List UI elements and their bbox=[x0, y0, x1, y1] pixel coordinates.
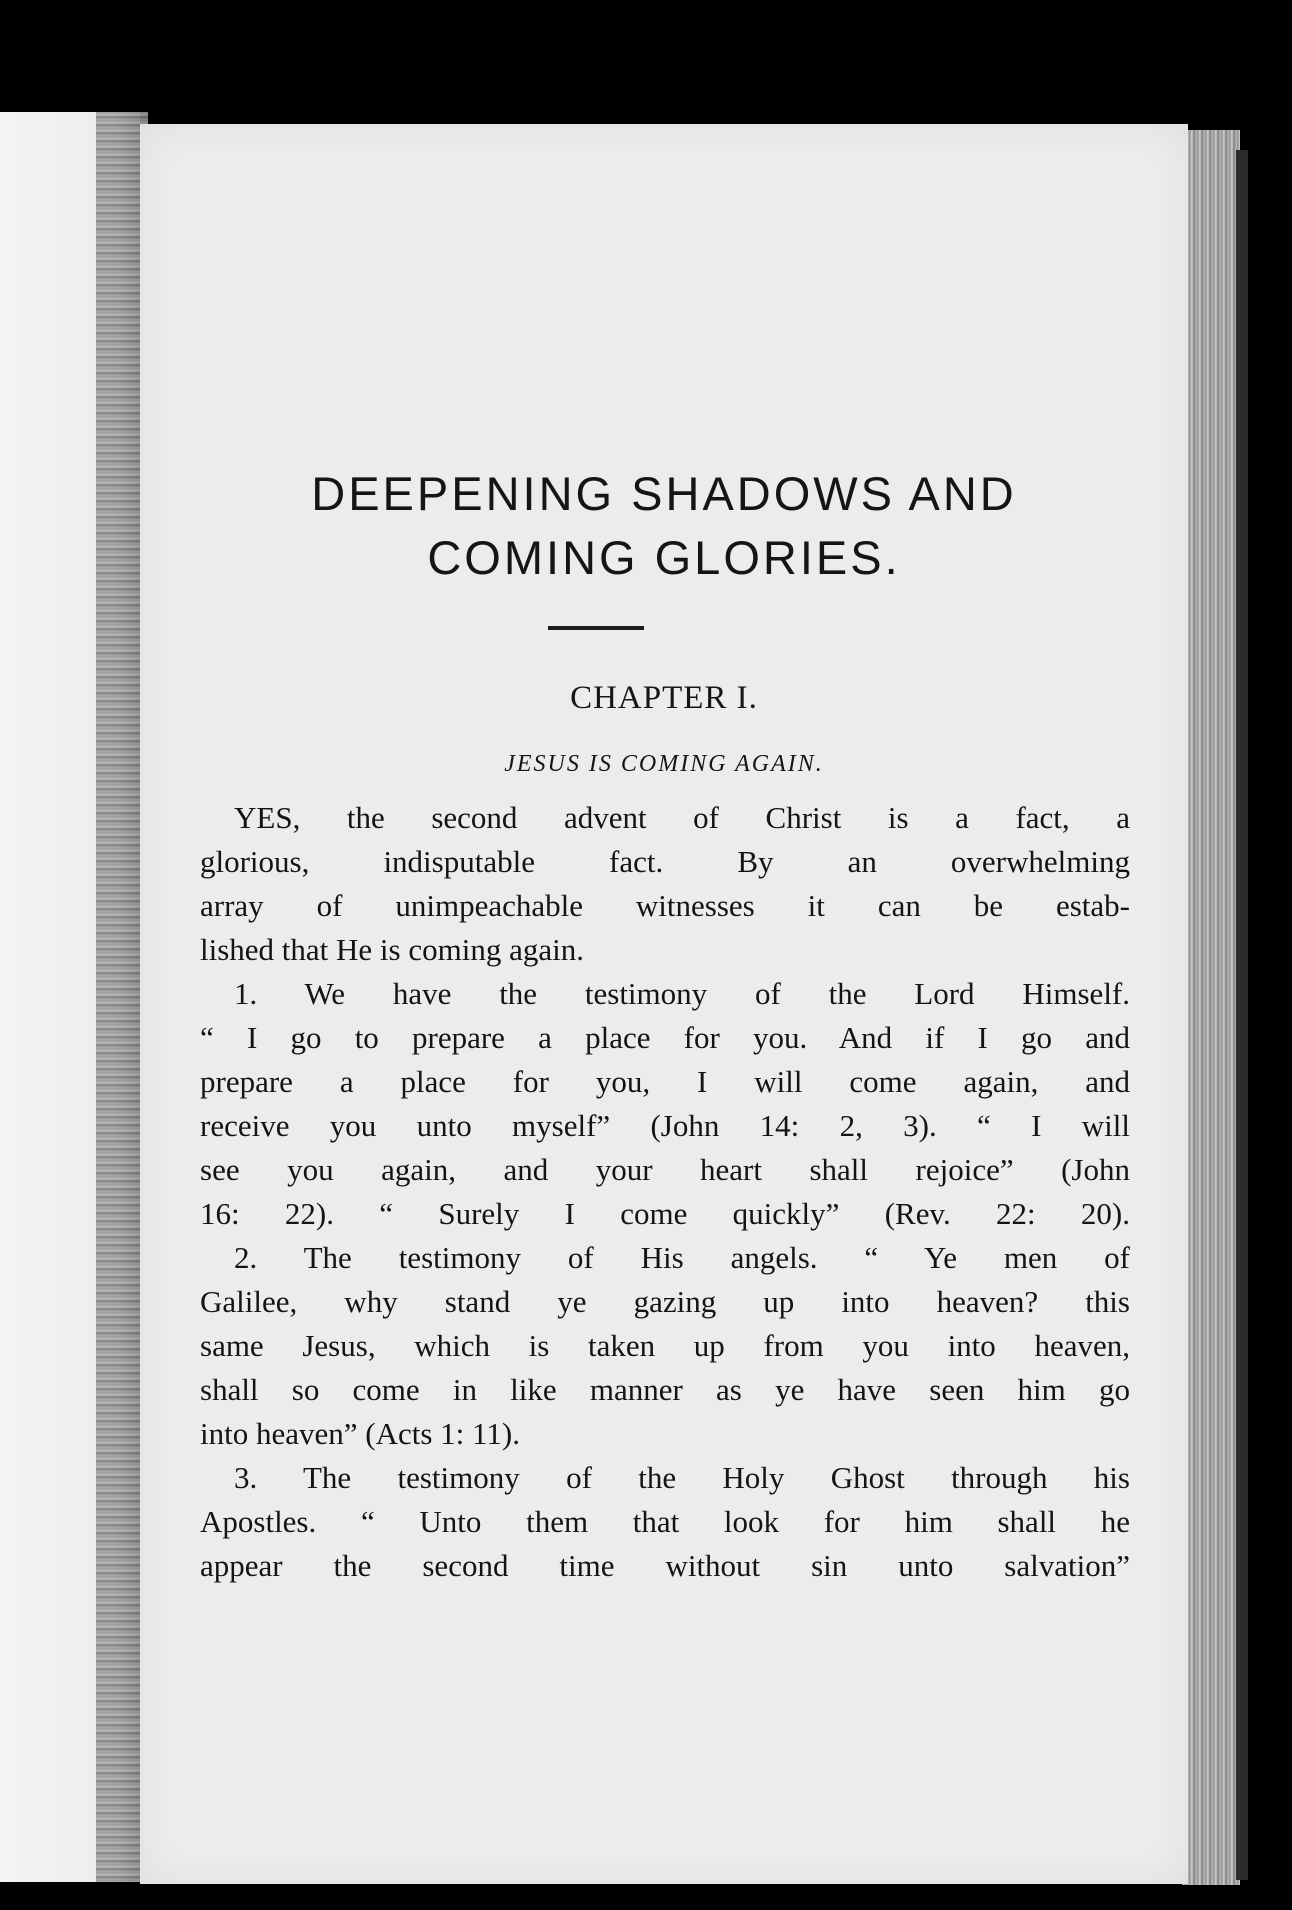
chapter-subtitle: JESUS IS COMING AGAIN. bbox=[504, 751, 824, 777]
body-line: Apostles. “ Unto them that look for him shall he bbox=[200, 1504, 1130, 1539]
book-page bbox=[140, 124, 1188, 1884]
body-line: 3. The testimony of the Holy Ghost through his bbox=[234, 1460, 1130, 1495]
body-line: same Jesus, which is taken up from you into heaven, bbox=[200, 1328, 1130, 1363]
body-line: array of unimpeachable witnesses it can be estab- bbox=[200, 888, 1130, 923]
body-line: prepare a place for you, I will come again, and bbox=[200, 1064, 1130, 1099]
book-title-line-1: DEEPENING SHADOWS AND bbox=[311, 467, 1017, 520]
body-line: into heaven” (Acts 1: 11). bbox=[200, 1416, 520, 1451]
book-fore-edge-shadow bbox=[1236, 150, 1248, 1880]
chapter-heading: CHAPTER I. bbox=[570, 680, 758, 716]
body-line: YES, the second advent of Christ is a fact, a bbox=[234, 800, 1130, 835]
chapter-body-text bbox=[200, 796, 1130, 1588]
body-line: appear the second time without sin unto salvation” bbox=[200, 1548, 1130, 1583]
body-line: 2. The testimony of His angels. “ Ye men of bbox=[234, 1240, 1130, 1275]
body-line: see you again, and your heart shall rejoice” (John bbox=[200, 1152, 1130, 1187]
title-divider bbox=[548, 626, 644, 630]
book-title bbox=[140, 462, 1188, 590]
book-fore-edge bbox=[1182, 130, 1240, 1885]
body-line: 16: 22). “ Surely I come quickly” (Rev. 22: 20). bbox=[200, 1196, 1130, 1231]
body-line: receive you unto myself” (John 14: 2, 3). “ I will bbox=[200, 1108, 1130, 1143]
body-line: shall so come in like manner as ye have seen him go bbox=[200, 1372, 1130, 1407]
body-line: lished that He is coming again. bbox=[200, 932, 584, 967]
body-line: Galilee, why stand ye gazing up into heaven? this bbox=[200, 1284, 1130, 1319]
book-title-line-2: COMING GLORIES. bbox=[427, 531, 901, 584]
body-line: glorious, indisputable fact. By an overwhelming bbox=[200, 844, 1130, 879]
body-line: 1. We have the testimony of the Lord Himself. bbox=[234, 976, 1130, 1011]
body-line: “ I go to prepare a place for you. And if I go and bbox=[200, 1020, 1130, 1055]
